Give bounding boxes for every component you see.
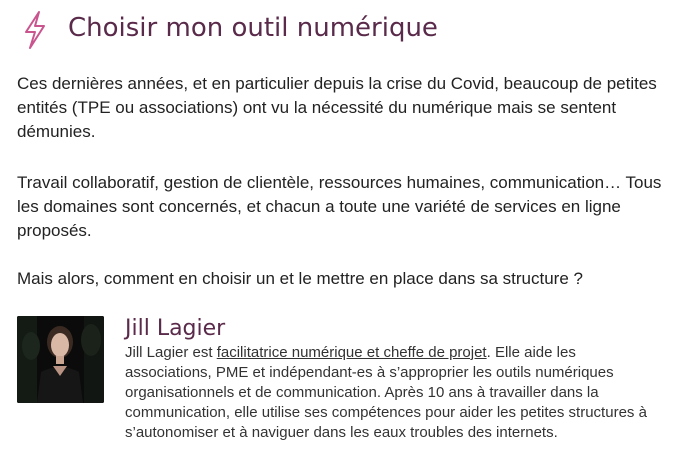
author-bio xyxy=(125,343,665,443)
bio-text-start: Jill Lagier est xyxy=(125,344,217,361)
lightning-bolt-icon xyxy=(20,10,50,50)
author-role-link[interactable]: facilitatrice numérique et cheffe de projet xyxy=(216,344,487,361)
domains-paragraph: Travail collaboratif, gestion de clientèle, ressources humaines, communication… Tous les domaines sont concernés, et chacun a toute une variété de services en ligne proposés. xyxy=(17,173,662,240)
page-header xyxy=(20,10,50,50)
author-photo xyxy=(17,316,104,403)
author-name: Jill Lagier xyxy=(125,316,226,341)
bio-text-end: . Elle aide les associations, PME et indépendant-es à s’approprier les outils numériques organisationnels et de communication. Après 10 ans à travailler dans la communication, elle utilise ses compétences pour aider les petites structures à s’autonomiser et à naviguer dans les eaux troubles des internets. xyxy=(125,344,647,441)
page-title: Choisir mon outil numérique xyxy=(68,13,438,43)
author-avatar xyxy=(17,316,104,403)
intro-paragraph: Ces dernières années, et en particulier depuis la crise du Covid, beaucoup de petites entités (TPE ou associations) ont vu la nécessité du numérique mais se sentent démunies. xyxy=(17,74,657,141)
question-paragraph: Mais alors, comment en choisir un et le mettre en place dans sa structure ? xyxy=(17,269,583,288)
